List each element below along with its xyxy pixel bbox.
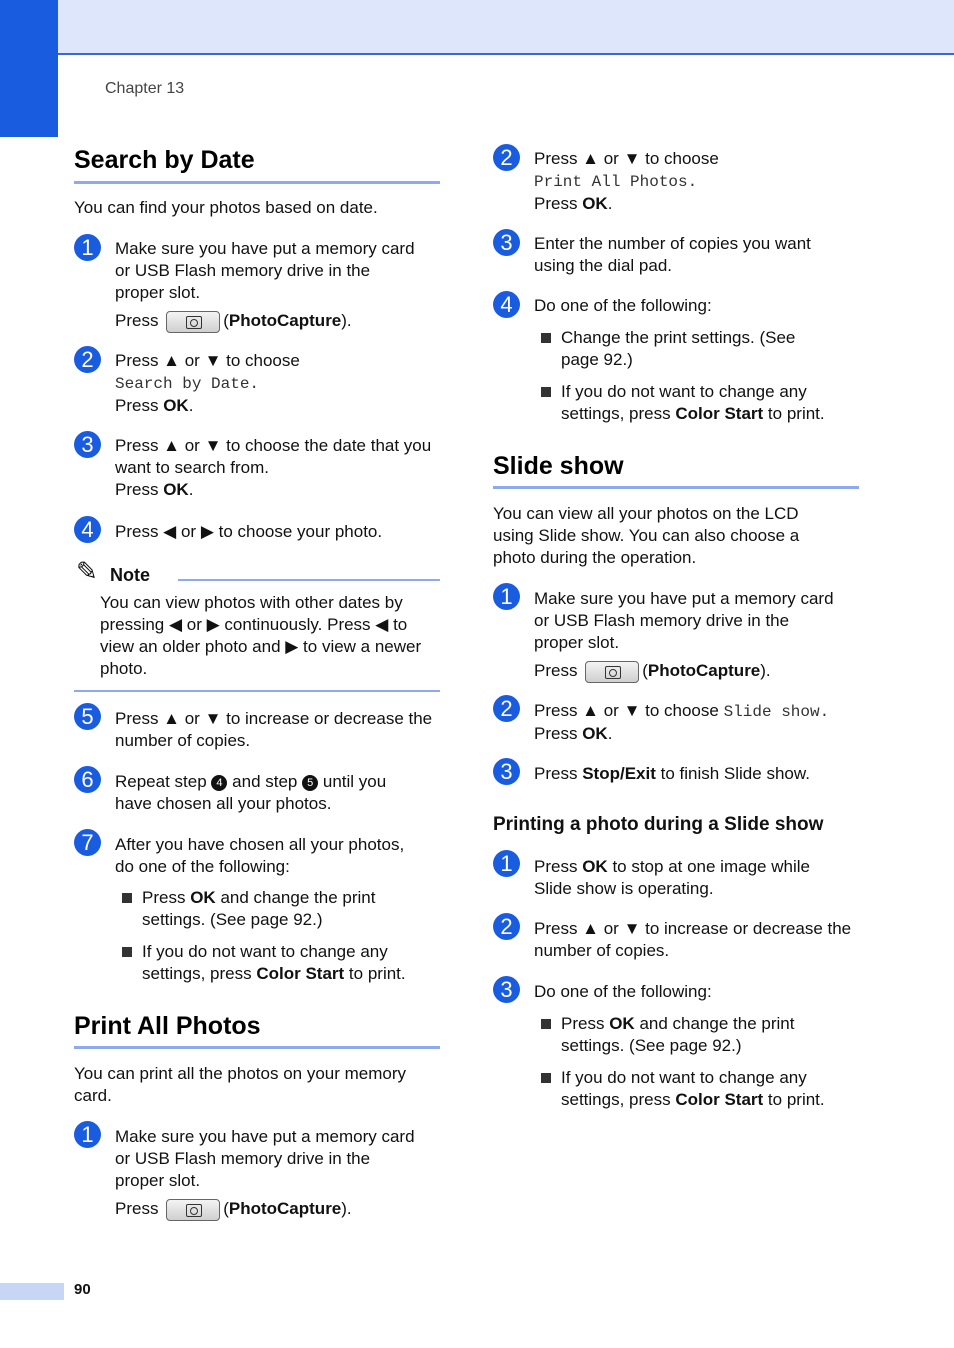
text: Slide show is operating. xyxy=(534,879,714,898)
step-line: After you have chosen all your photos, xyxy=(115,835,405,854)
step-number: 2 xyxy=(493,695,520,722)
step-number: 6 xyxy=(74,766,101,793)
text: to print. xyxy=(767,404,825,423)
intro-text: You can find your photos based on date. xyxy=(74,198,378,217)
note-rule xyxy=(178,579,440,581)
step-number: 3 xyxy=(493,758,520,785)
color-start-key: Color Start xyxy=(256,964,345,983)
step-text xyxy=(534,233,864,277)
step-number: 2 xyxy=(74,346,101,373)
text: Press xyxy=(534,764,578,783)
ok-key: OK xyxy=(163,396,189,415)
bullet-item xyxy=(541,1067,871,1111)
subsection-title: Printing a photo during a Slide show xyxy=(493,814,824,835)
key-name: PhotoCapture xyxy=(228,311,342,330)
step-number: 1 xyxy=(74,1121,101,1148)
text: settings, press xyxy=(561,1090,671,1109)
step-text xyxy=(115,708,445,752)
text: Press xyxy=(561,1014,605,1033)
text: settings. (See page 92.) xyxy=(142,910,323,929)
header-band xyxy=(0,0,954,55)
step-text xyxy=(115,435,445,501)
text: and step xyxy=(232,772,298,791)
ok-key: OK xyxy=(582,724,608,743)
press-line: Press (PhotoCapture). xyxy=(115,1198,445,1221)
text: until you xyxy=(322,772,387,791)
ok-key: OK xyxy=(163,480,189,499)
section-title-slide-show: Slide show xyxy=(493,452,624,480)
step-number: 3 xyxy=(493,976,520,1003)
step-line: number of copies. xyxy=(115,731,251,750)
step-line: want to search from. xyxy=(115,458,270,477)
stop-exit-key: Stop/Exit xyxy=(582,764,656,783)
step-line: or USB Flash memory drive in the xyxy=(534,611,790,630)
step-line: using the dial pad. xyxy=(534,256,672,275)
step-ref-badge: 5 xyxy=(302,775,318,791)
text: Press ▲ or ▼ to choose xyxy=(534,701,719,720)
text: using Slide show. You can also choose a xyxy=(493,526,800,545)
step-ref-badge: 4 xyxy=(211,775,227,791)
bullet-item xyxy=(122,887,442,931)
page-footer-band xyxy=(0,1283,64,1300)
step-text xyxy=(534,918,864,962)
camera-icon xyxy=(186,316,202,329)
bullet-item xyxy=(541,327,871,371)
chapter-label: Chapter 13 xyxy=(105,80,185,97)
step-line: Press ▲ or ▼ to choose the date that you xyxy=(115,436,432,455)
step-text xyxy=(534,700,864,745)
text: Change the print settings. (See xyxy=(561,328,796,347)
note-line-text: pressing ◀ or ▶ continuously. Press ◀ to xyxy=(100,615,408,634)
photocapture-button-icon xyxy=(166,1199,220,1221)
text: If you do not want to change any xyxy=(142,942,388,961)
press-line: Press (PhotoCapture). xyxy=(534,660,864,683)
note-pencil-icon: ✎ xyxy=(76,556,98,586)
text: photo during the operation. xyxy=(493,548,697,567)
text: settings. (See page 92.) xyxy=(561,1036,742,1055)
text: settings, press xyxy=(142,964,252,983)
step-text: Press ◀ or ▶ to choose your photo. xyxy=(115,522,383,541)
step-line: Press ▲ or ▼ to increase or decrease the xyxy=(115,709,433,728)
menu-line: Search by Date. xyxy=(115,375,260,393)
step-text xyxy=(115,1126,445,1221)
photocapture-button-icon xyxy=(585,661,639,683)
step-number: 4 xyxy=(74,516,101,543)
text: If you do not want to change any xyxy=(561,382,807,401)
press-word: Press xyxy=(115,396,159,415)
bullet-item xyxy=(541,1013,871,1057)
step-text xyxy=(534,588,864,683)
photocapture-button-icon xyxy=(166,311,220,333)
text: to stop at one image while xyxy=(612,857,810,876)
press-word: Press xyxy=(534,724,578,743)
menu-option: Search by Date xyxy=(115,375,250,393)
step-line: or USB Flash memory drive in the xyxy=(115,261,371,280)
key-name: PhotoCapture xyxy=(647,661,761,680)
press-ok-line: Press OK. xyxy=(534,194,613,213)
text: Press ▲ or ▼ to increase or decrease the xyxy=(534,919,852,938)
step-number: 2 xyxy=(493,913,520,940)
text: If you do not want to change any xyxy=(561,1068,807,1087)
step-text xyxy=(534,856,864,900)
key-name: PhotoCapture xyxy=(228,1199,342,1218)
note-bottom-rule xyxy=(74,690,440,692)
step-line: Make sure you have put a memory card xyxy=(534,589,834,608)
section-title-search-by-date: Search by Date xyxy=(74,146,255,174)
intro-text xyxy=(74,1063,440,1107)
text: page 92.) xyxy=(561,350,633,369)
step-line: or USB Flash memory drive in the xyxy=(115,1149,371,1168)
step-text xyxy=(534,148,864,215)
step-line: have chosen all your photos. xyxy=(115,794,332,813)
text: to print. xyxy=(348,964,406,983)
camera-icon xyxy=(186,1204,202,1217)
note-label: Note xyxy=(110,565,150,585)
press-word: Press xyxy=(115,1199,159,1218)
text: You can view all your photos on the LCD xyxy=(493,504,799,523)
step-number: 2 xyxy=(493,144,520,171)
section-title-print-all-photos: Print All Photos xyxy=(74,1012,261,1040)
press-ok-line: Press OK. xyxy=(534,724,613,743)
menu-option: Print All Photos xyxy=(534,173,688,191)
step-number: 1 xyxy=(493,850,520,877)
step-text xyxy=(115,771,445,815)
intro-text xyxy=(493,503,859,569)
step-number: 7 xyxy=(74,829,101,856)
press-word: Press xyxy=(115,480,159,499)
note-text xyxy=(100,592,440,680)
note-line-text: You can view photos with other dates by xyxy=(100,593,403,612)
step-number: 1 xyxy=(74,234,101,261)
press-ok-line: Press OK. xyxy=(115,396,194,415)
text: to print. xyxy=(767,1090,825,1109)
text: settings, press xyxy=(561,404,671,423)
page-number: 90 xyxy=(74,1281,91,1298)
text: Press xyxy=(534,857,578,876)
ok-key: OK xyxy=(582,857,608,876)
step-number: 3 xyxy=(74,431,101,458)
step-line: Make sure you have put a memory card xyxy=(115,1127,415,1146)
section-rule xyxy=(74,181,440,184)
press-word: Press xyxy=(534,194,578,213)
step-number: 3 xyxy=(493,229,520,256)
step-line: Press ▲ or ▼ to choose xyxy=(115,351,300,370)
camera-icon xyxy=(605,666,621,679)
ok-key: OK xyxy=(190,888,216,907)
text: and change the print xyxy=(220,888,376,907)
step-line: proper slot. xyxy=(534,633,620,652)
step-text xyxy=(115,350,445,417)
step-number: 4 xyxy=(493,291,520,318)
section-rule xyxy=(493,486,859,489)
menu-line: Print All Photos. xyxy=(534,173,698,191)
note-line-text: view an older photo and ▶ to view a newer xyxy=(100,637,422,656)
step-number: 1 xyxy=(493,583,520,610)
bullet-item xyxy=(122,941,452,985)
ok-key: OK xyxy=(582,194,608,213)
step-number: 5 xyxy=(74,703,101,730)
text: Press xyxy=(142,888,186,907)
color-start-key: Color Start xyxy=(675,1090,764,1109)
color-start-key: Color Start xyxy=(675,404,764,423)
step-text xyxy=(534,763,864,785)
press-ok-line: Press OK. xyxy=(115,480,194,499)
step-text xyxy=(115,834,445,878)
step-line: Make sure you have put a memory card xyxy=(115,239,415,258)
text: card. xyxy=(74,1086,112,1105)
chapter-tab xyxy=(0,0,58,137)
text: You can print all the photos on your memory xyxy=(74,1064,407,1083)
text: and change the print xyxy=(639,1014,795,1033)
section-rule xyxy=(74,1046,440,1049)
step-text: Do one of the following: xyxy=(534,296,712,315)
ok-key: OK xyxy=(609,1014,635,1033)
text: to finish Slide show. xyxy=(660,764,810,783)
step-line: proper slot. xyxy=(115,1171,201,1190)
step-line: do one of the following: xyxy=(115,857,290,876)
press-line: Press (PhotoCapture). xyxy=(115,310,445,333)
step-text: Do one of the following: xyxy=(534,982,712,1001)
step-line: Press ▲ or ▼ to choose xyxy=(534,149,719,168)
step-line: Enter the number of copies you want xyxy=(534,234,811,253)
press-word: Press xyxy=(534,661,578,680)
step-line: proper slot. xyxy=(115,283,201,302)
bullet-item xyxy=(541,381,871,425)
press-word: Press xyxy=(115,311,159,330)
text: number of copies. xyxy=(534,941,670,960)
step-text xyxy=(115,238,445,333)
text: Repeat step xyxy=(115,772,207,791)
step-line xyxy=(115,771,445,793)
step-line: Press ▲ or ▼ to choose Slide show. xyxy=(534,701,830,721)
note-line-text: photo. xyxy=(100,659,148,678)
menu-option: Slide show xyxy=(723,703,820,721)
